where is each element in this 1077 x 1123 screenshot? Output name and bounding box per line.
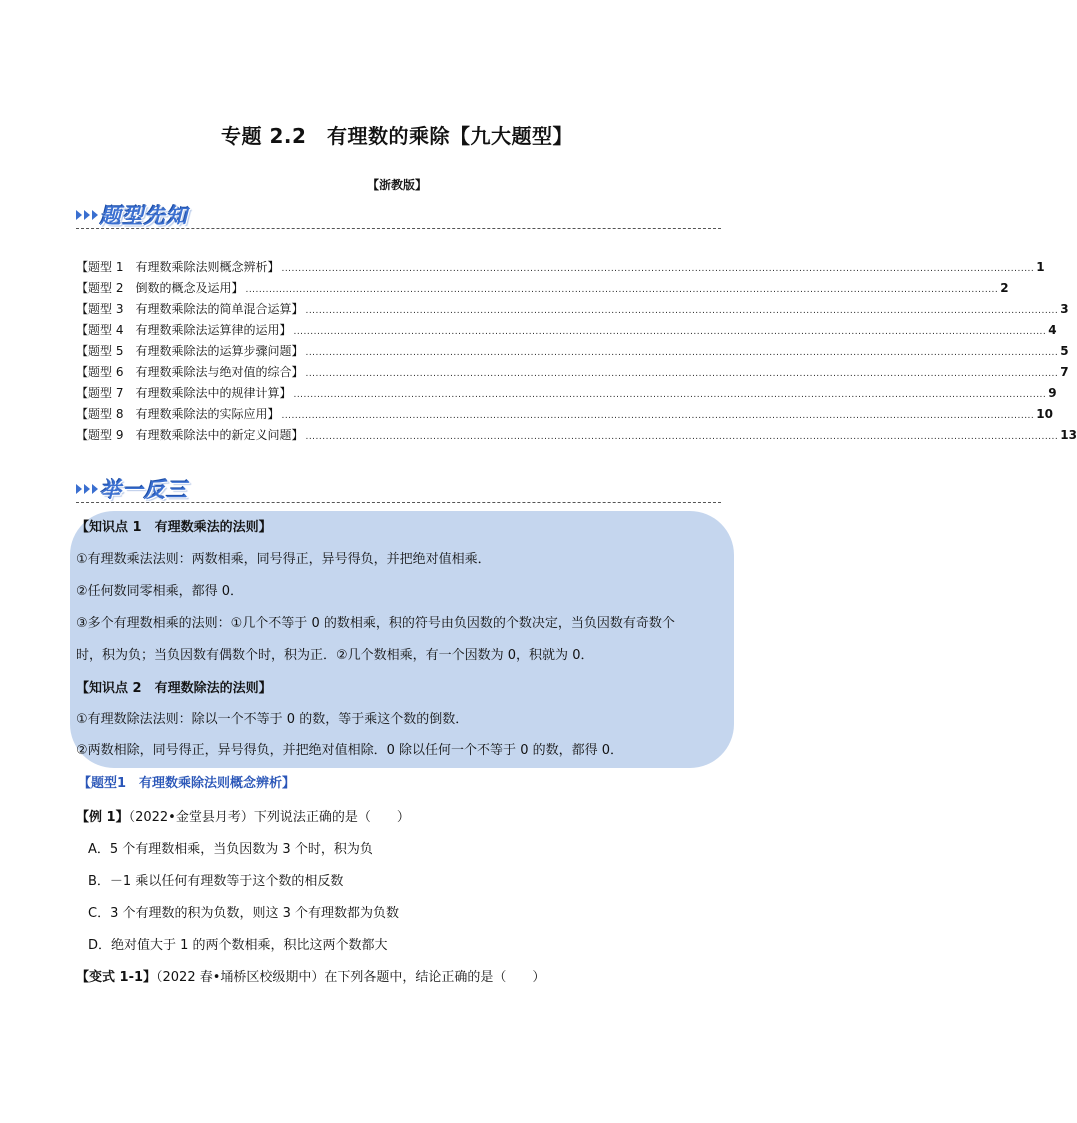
knowledge-1-rule-1: ①有理数乘法法则：两数相乘，同号得正，异号得负，并把绝对值相乘． (76, 552, 491, 567)
toc-page-number: 5 (1060, 344, 1069, 358)
toc-item-label: 【题型 2 倒数的概念及运用】 (76, 281, 244, 295)
option-d: D．绝对值大于 1 的两个数相乘，积比这两个数都大 (88, 938, 388, 953)
toc-page-number: 13 (1060, 428, 1077, 442)
toc-item[interactable] (76, 300, 1069, 321)
knowledge-2-rule-1: ①有理数除法法则：除以一个不等于 0 的数，等于乘这个数的倒数． (76, 712, 469, 727)
option-a: A．5 个有理数相乘，当负因数为 3 个时，积为负 (88, 842, 373, 857)
dashed-divider (76, 502, 721, 503)
option-b: B．－1 乘以任何有理数等于这个数的相反数 (88, 874, 344, 889)
section-banner-title: 题型先知 (100, 204, 188, 228)
dashed-divider (76, 228, 721, 229)
toc-item[interactable] (76, 363, 1069, 384)
toc-leader-dots: ................................................................................................................................................................................................................................ (305, 306, 1059, 316)
toc-item-label: 【题型 1 有理数乘除法则概念辨析】 (76, 260, 280, 274)
toc-leader-dots: ................................................................................................................................................................................................................................ (281, 411, 1035, 421)
example-prefix: 【例 1】 (76, 810, 129, 825)
toc-page-number: 1 (1036, 260, 1045, 274)
toc-leader-dots: ................................................................................................................................................................................................................................ (305, 432, 1059, 442)
option-c: C．3 个有理数的积为负数，则这 3 个有理数都为负数 (88, 906, 400, 921)
section-header-practice (76, 474, 721, 506)
toc-page-number: 7 (1060, 365, 1069, 379)
toc-item-label: 【题型 8 有理数乘除法的实际应用】 (76, 407, 280, 421)
toc-item-label: 【题型 7 有理数乘除法中的规律计算】 (76, 386, 292, 400)
toc-page-number: 4 (1048, 323, 1057, 337)
example-text: （2022•金堂县月考）下列说法正确的是（ ） (128, 810, 410, 825)
toc-item-label: 【题型 3 有理数乘除法的简单混合运算】 (76, 302, 304, 316)
section-banner-title: 举一反三 (100, 478, 188, 502)
toc-item[interactable] (76, 342, 1069, 363)
toc-item[interactable] (76, 384, 1057, 405)
toc-leader-dots: ................................................................................................................................................................................................................................ (245, 285, 999, 295)
toc-leader-dots: ................................................................................................................................................................................................................................ (293, 327, 1047, 337)
variant-prefix: 【变式 1-1】 (76, 970, 157, 985)
toc-leader-dots: ................................................................................................................................................................................................................................ (305, 369, 1059, 379)
table-of-contents (76, 258, 1077, 447)
toc-item-label: 【题型 5 有理数乘除法的运算步骤问题】 (76, 344, 304, 358)
toc-leader-dots: ................................................................................................................................................................................................................................ (281, 264, 1035, 274)
knowledge-1-rule-3a: ③多个有理数相乘的法则：①几个不等于 0 的数相乘，积的符号由负因数的个数决定，当负因数有奇数个 (76, 616, 675, 631)
toc-item-label: 【题型 9 有理数乘除法中的新定义问题】 (76, 428, 304, 442)
toc-leader-dots: ................................................................................................................................................................................................................................ (293, 390, 1047, 400)
toc-page-number: 9 (1048, 386, 1057, 400)
variant-1-1 (76, 966, 545, 985)
knowledge-2-rule-2: ②两数相除，同号得正，异号得负，并把绝对值相除．0 除以任何一个不等于 0 的数，都得 0． (76, 743, 623, 758)
example-1 (76, 806, 410, 825)
toc-item[interactable] (76, 426, 1077, 447)
toc-item[interactable] (76, 405, 1053, 426)
toc-page-number: 3 (1060, 302, 1069, 316)
question-type-heading: 【题型1 有理数乘除法则概念辨析】 (78, 776, 296, 791)
toc-item[interactable] (76, 321, 1057, 342)
knowledge-1-rule-2: ②任何数同零相乘，都得 0． (76, 584, 244, 599)
knowledge-2-title: 【知识点 2 有理数除法的法则】 (76, 681, 272, 696)
toc-item-label: 【题型 4 有理数乘除法运算律的运用】 (76, 323, 292, 337)
toc-page-number: 10 (1036, 407, 1053, 421)
knowledge-1-title: 【知识点 1 有理数乘法的法则】 (76, 520, 272, 535)
section-header-preview (76, 200, 721, 232)
toc-leader-dots: ................................................................................................................................................................................................................................ (305, 348, 1059, 358)
toc-item[interactable] (76, 279, 1009, 300)
variant-text: （2022 春•埇桥区校级期中）在下列各题中，结论正确的是（ ） (156, 970, 546, 985)
knowledge-1-rule-3b: 时，积为负；当负因数有偶数个时，积为正．②几个数相乘，有一个因数为 0，积就为 0． (76, 648, 594, 663)
toc-page-number: 2 (1000, 281, 1009, 295)
toc-item-label: 【题型 6 有理数乘除法与绝对值的综合】 (76, 365, 304, 379)
page-title: 专题 2.2 有理数的乘除【九大题型】 (221, 124, 573, 148)
toc-item[interactable] (76, 258, 1045, 279)
edition-label: 【浙教版】 (366, 178, 427, 192)
